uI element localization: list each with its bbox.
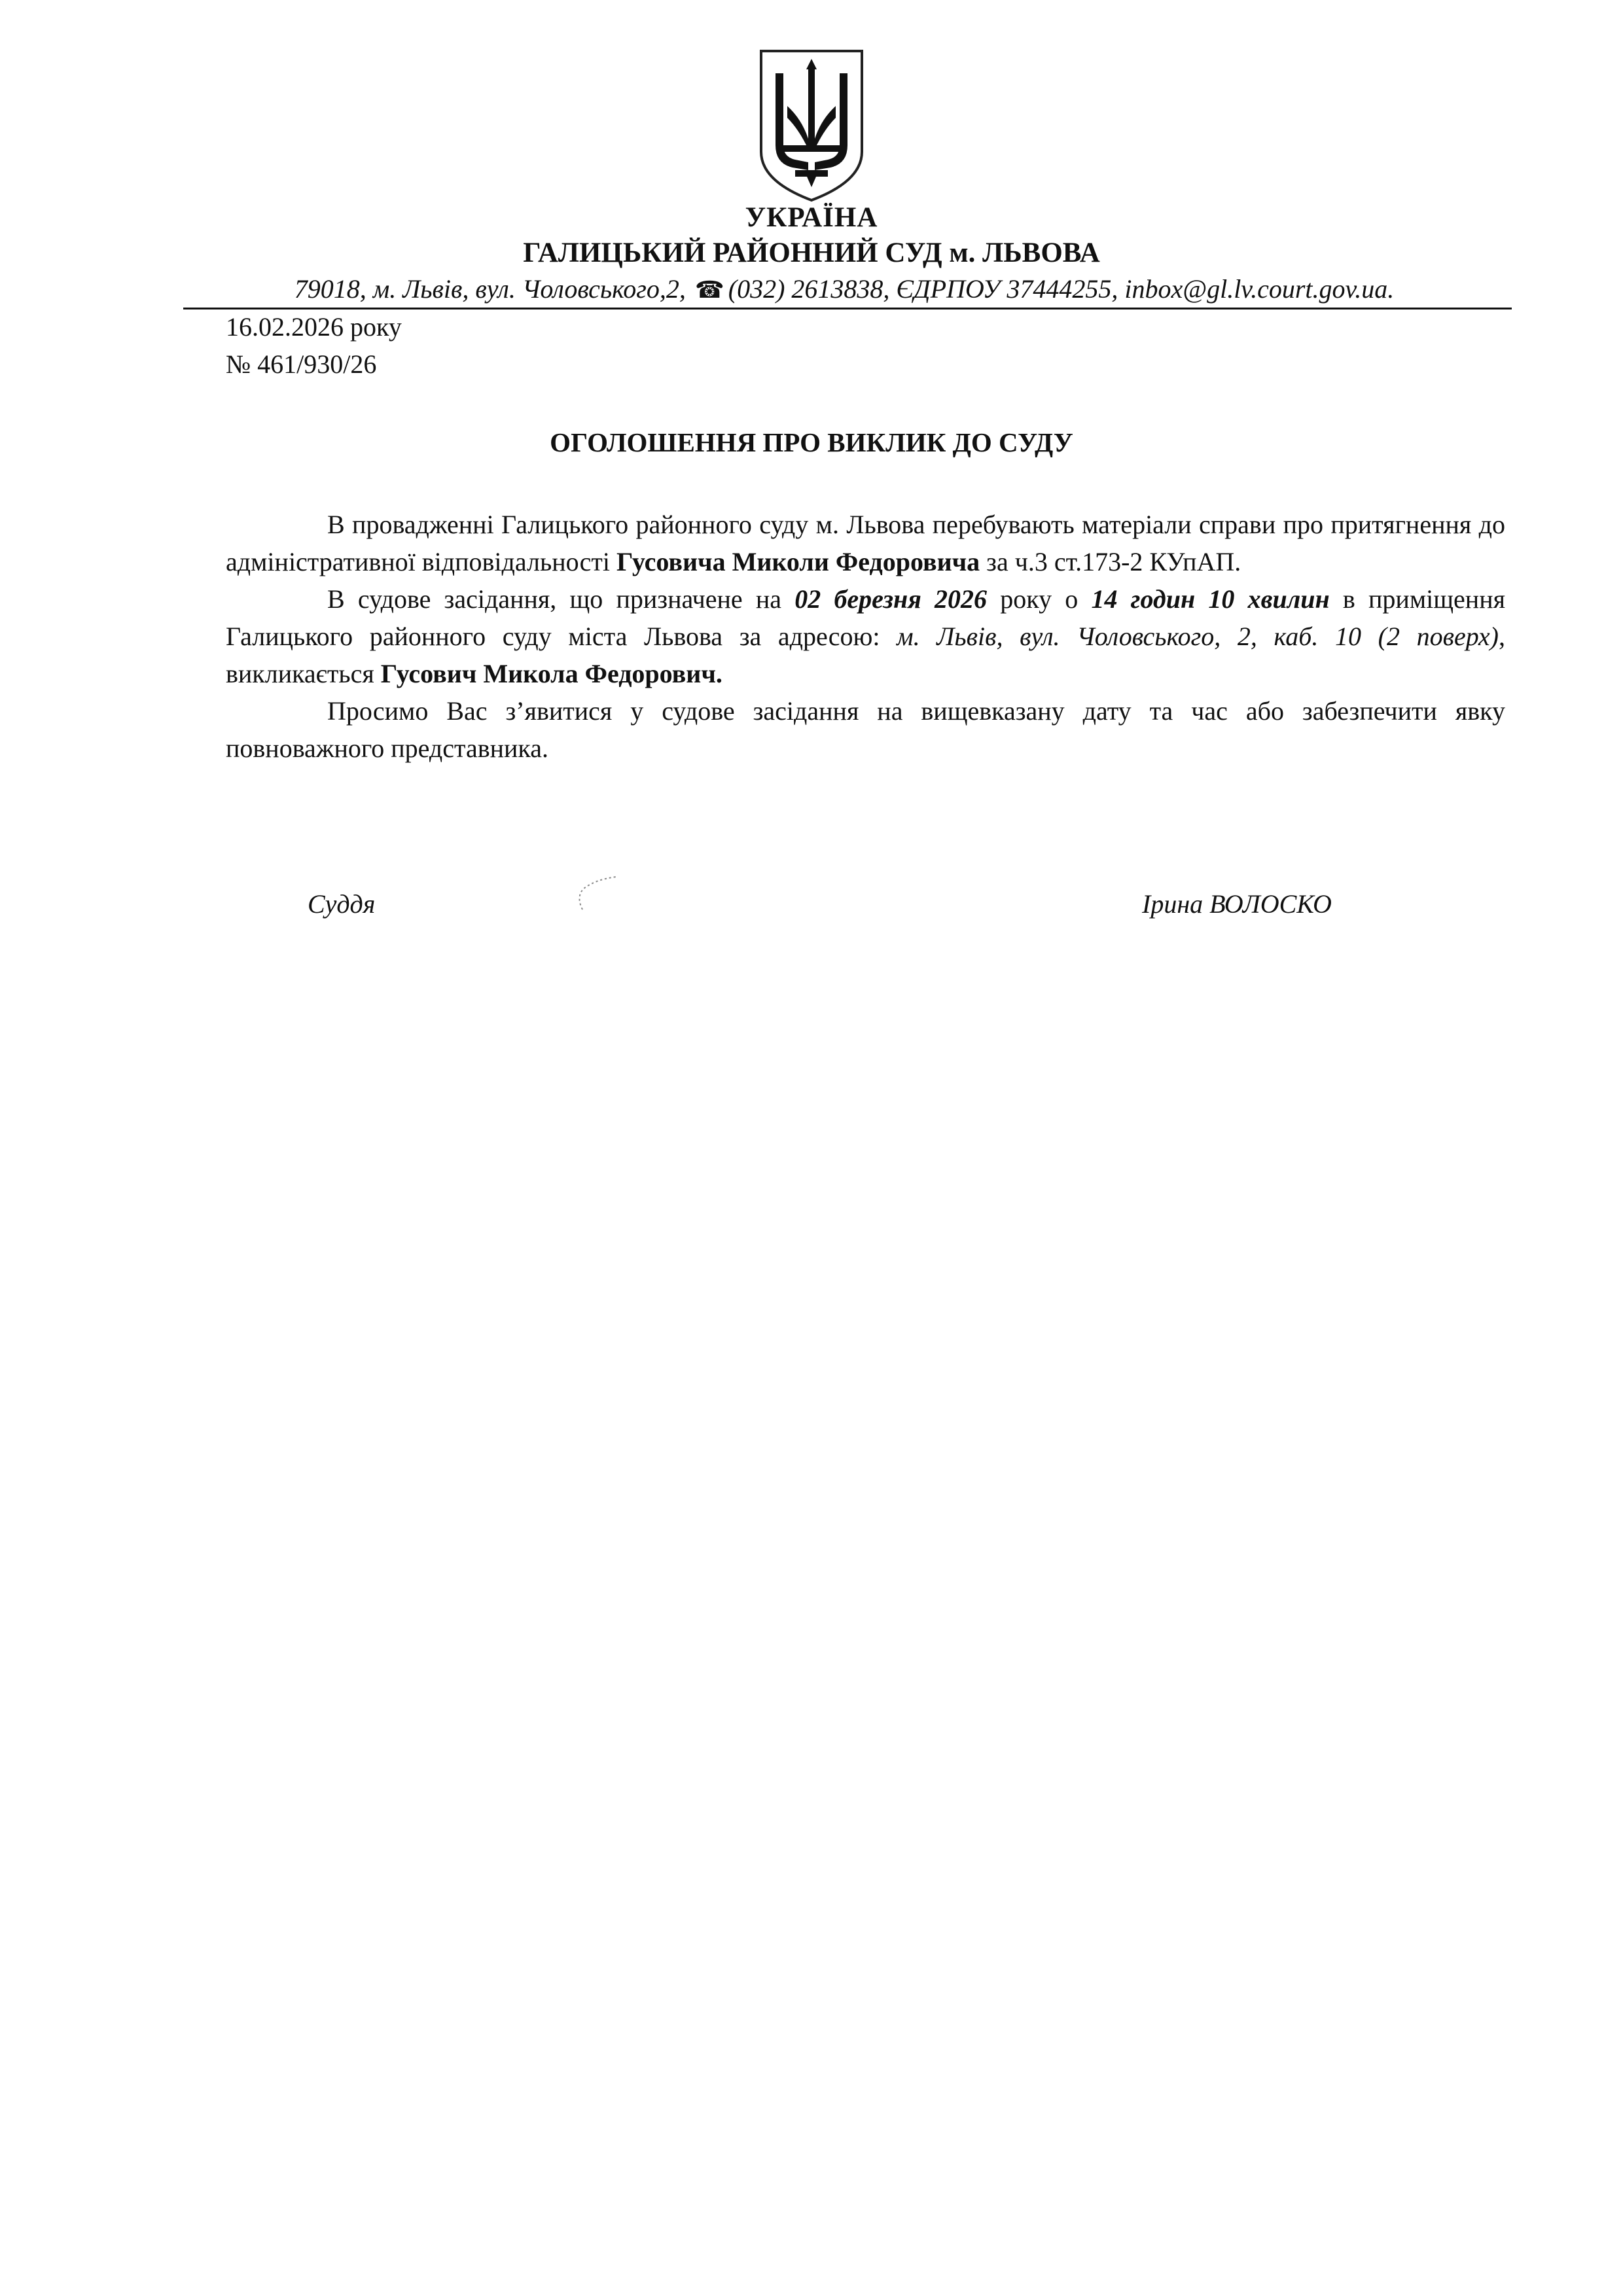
address-part2: (032) 2613838, ЄДРПОУ 37444255, inbox@gl.lv.court.gov.ua. bbox=[728, 274, 1395, 304]
signatory-role: Суддя bbox=[308, 889, 376, 919]
hearing-date: 02 березня 2026 bbox=[794, 584, 988, 614]
p1-text-start: В провадженні Галицького районного суду м. Львова перебувають матеріали справи про притягнення до адміністративної відповідальності bbox=[226, 510, 1505, 576]
trident-emblem-icon bbox=[756, 47, 867, 204]
p2-text-mid3: , викликається bbox=[226, 622, 1506, 688]
court-address-line bbox=[183, 274, 1505, 304]
p2-text-start: В судове засідання, що призначене на bbox=[327, 584, 795, 614]
paragraph-1 bbox=[226, 506, 1505, 580]
address-part1: 79018, м. Львів, вул. Чоловського,2, bbox=[294, 274, 686, 304]
signatory-name: Ірина ВОЛОСКО bbox=[1142, 889, 1332, 919]
court-name-heading: ГАЛИЦЬКИЙ РАЙОННИЙ СУД м. ЛЬВОВА bbox=[523, 238, 1100, 268]
hearing-time: 14 годин 10 хвилин bbox=[1091, 584, 1330, 614]
document-body bbox=[226, 506, 1505, 767]
document-date: 16.02.2026 року bbox=[226, 312, 402, 342]
document-title: ОГОЛОШЕННЯ ПРО ВИКЛИК ДО СУДУ bbox=[550, 427, 1073, 457]
country-heading: УКРАЇНА bbox=[745, 202, 878, 233]
phone-icon: ☎ bbox=[694, 277, 724, 303]
p1-person-name: Гусовича Миколи Федоровича bbox=[616, 547, 980, 576]
p2-text-mid2: в приміщення Галицького районного суду міста Львова за адресою: bbox=[226, 584, 1506, 651]
p1-text-end: за ч.3 ст.173-2 КУпАП. bbox=[980, 547, 1241, 576]
document-number: № 461/930/26 bbox=[226, 349, 377, 379]
handwritten-signature-mark bbox=[569, 870, 635, 923]
hearing-address: м. Львів, вул. Чоловського, 2, каб. 10 (2 поверх) bbox=[897, 622, 1499, 651]
p2-person-name: Гусович Микола Федорович. bbox=[380, 659, 722, 688]
p2-text-mid1: року о bbox=[987, 584, 1092, 614]
paragraph-2 bbox=[226, 580, 1505, 692]
paragraph-3: Просимо Вас з’явитися у судове засідання на вищевказану дату та час або забезпечити явку повноважного представника. bbox=[226, 696, 1505, 763]
header-divider bbox=[183, 308, 1512, 309]
